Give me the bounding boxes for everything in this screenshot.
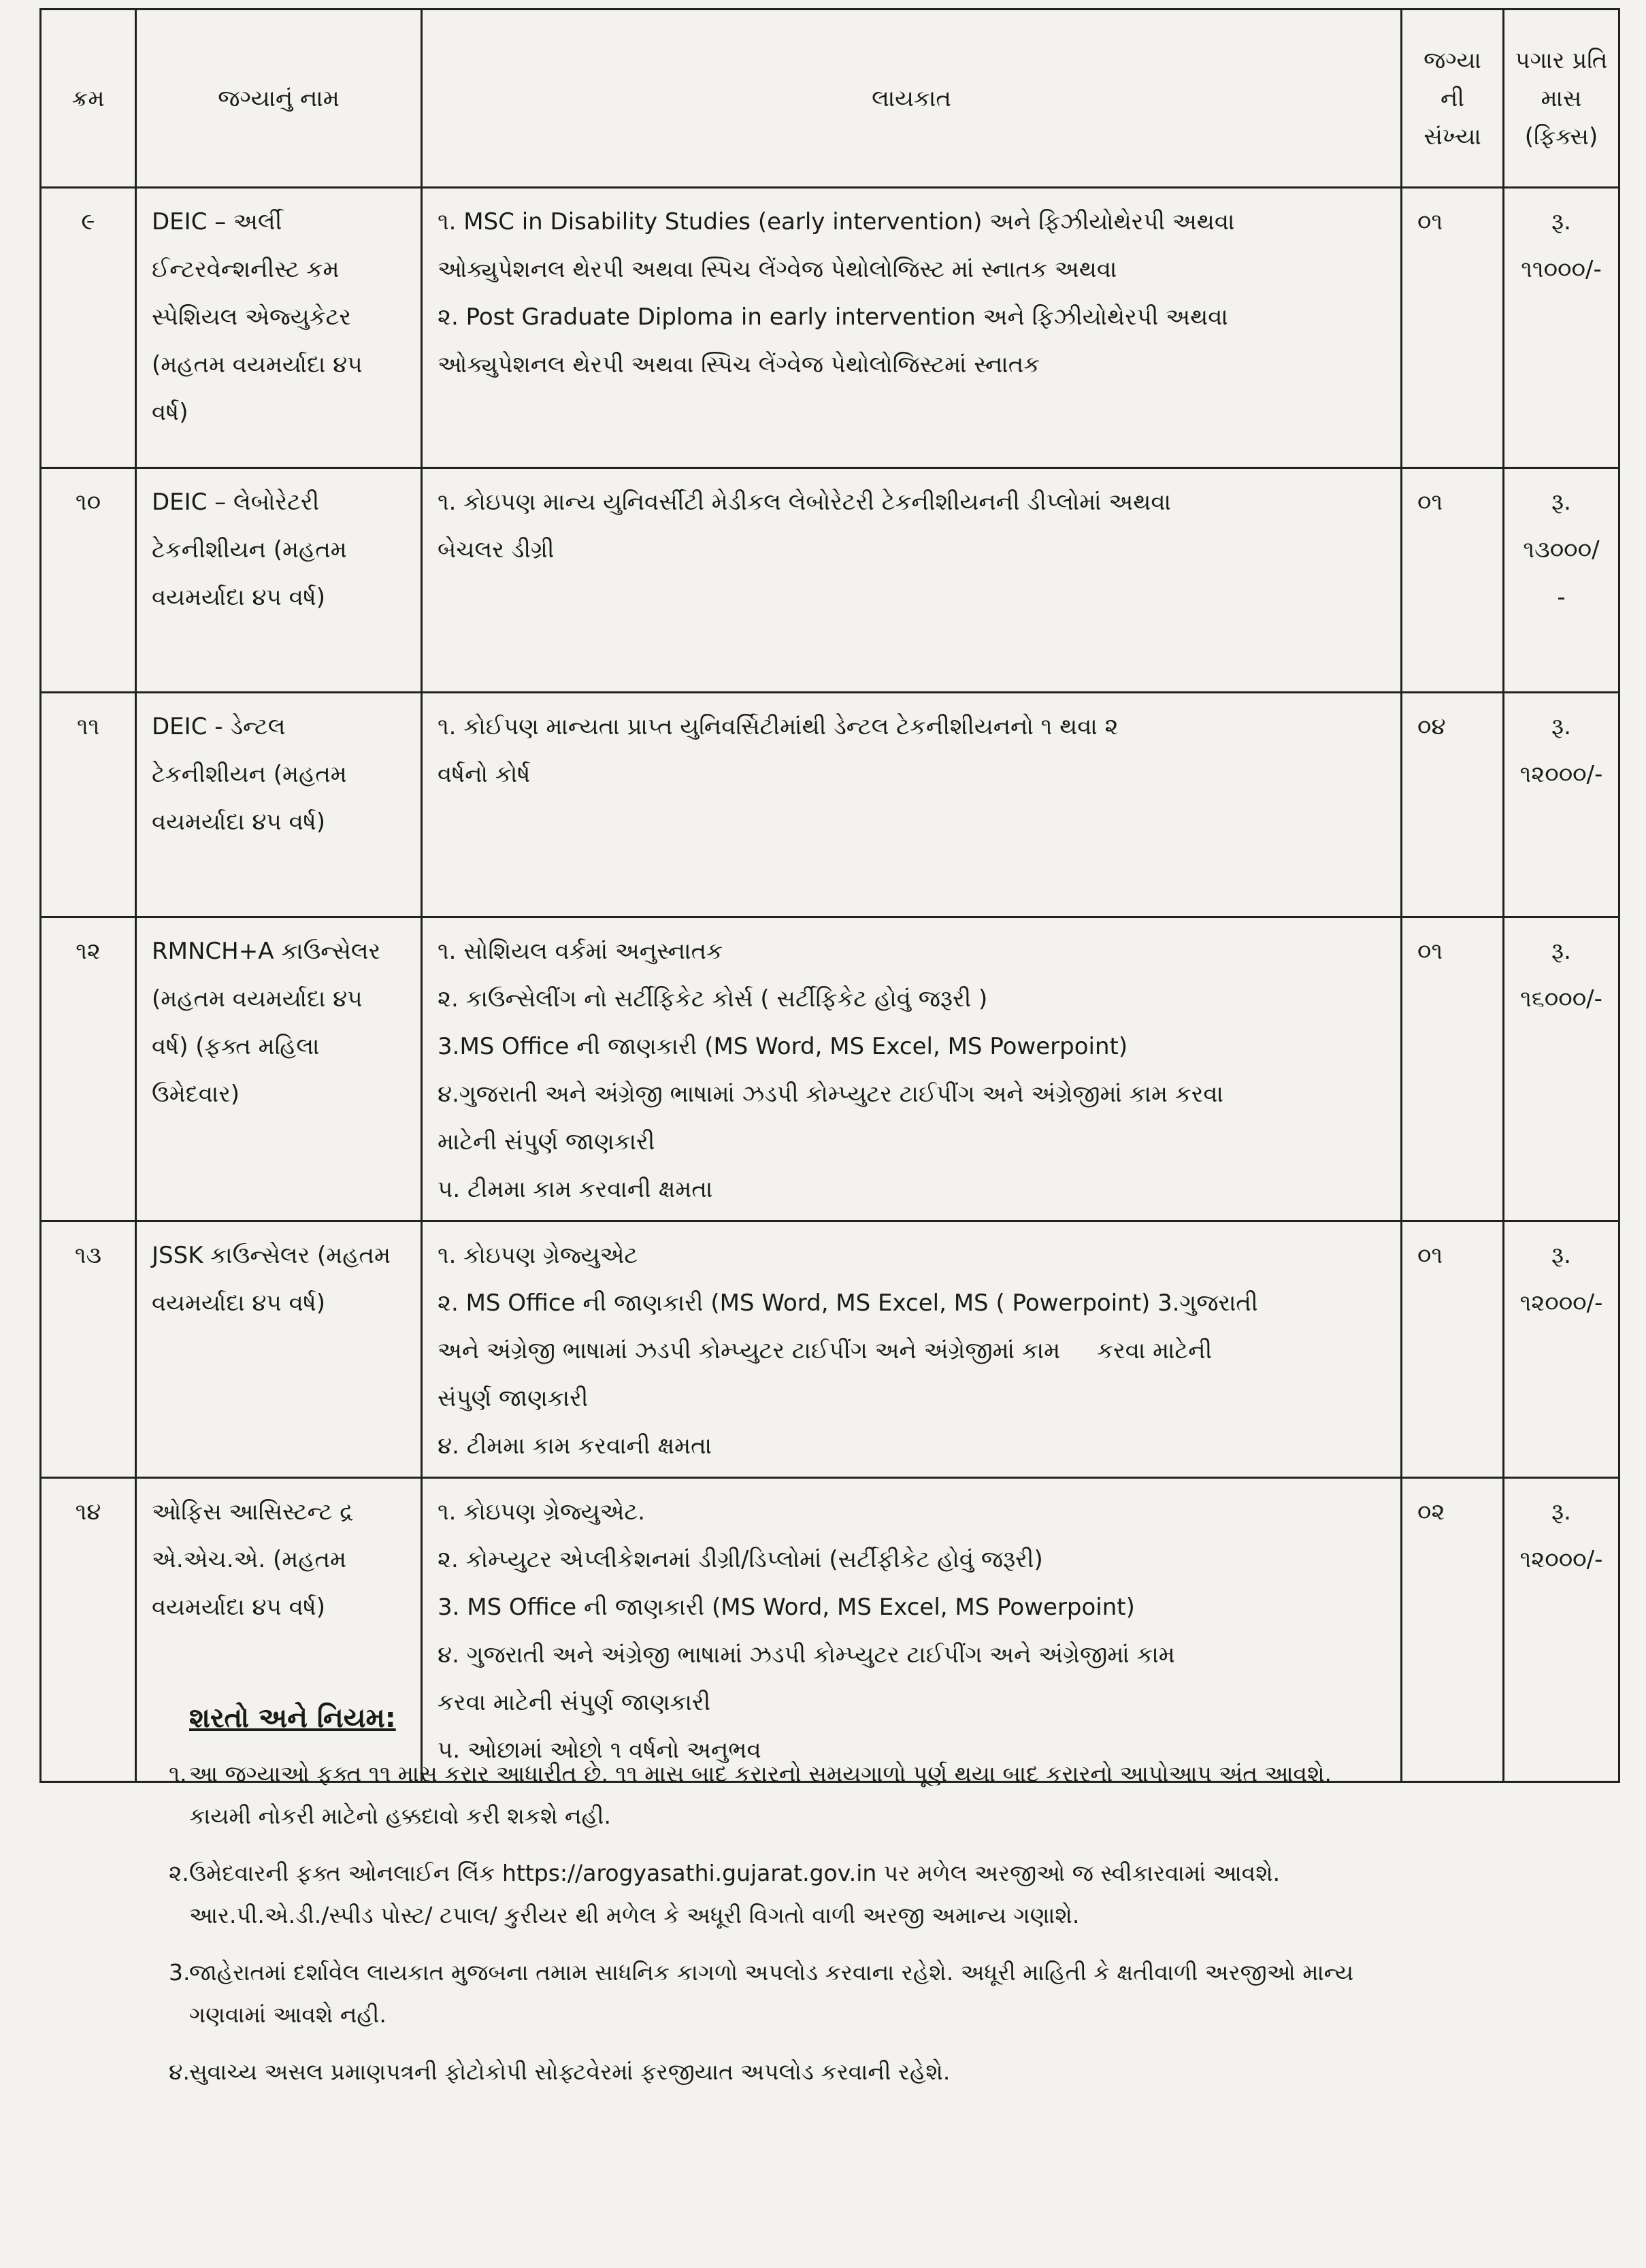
row-sr: ૧૦ <box>41 468 136 693</box>
qualification-line: માટેની સંપુર્ણ જાણકારી <box>438 1128 655 1155</box>
qualification-line: ૪.ગુજરાતી અને અંગ્રેજી ભાષામાં ઝડપી કોમ્પ્યુટર ટાઈપીંગ અને અંગ્રેજીમાં કામ કરવા <box>438 1081 1223 1108</box>
pay-amount: ૧૧૦૦૦/- <box>1521 256 1602 283</box>
qualification-line: ૪. ટીમમા કામ કરવાની ક્ષમતા <box>438 1432 712 1460</box>
terms-item <box>67 1852 1604 1937</box>
header-post-name: જગ્યાનું નામ <box>136 10 422 188</box>
pay-amount: ૧૩૦૦૦/- <box>1523 536 1600 611</box>
terms-item-line: સુવાચ્ય અસલ પ્રમાણપત્રની ફોટોકોપી સોફ્ટવેરમાં ફરજીયાત અપલોડ કરવાની રહેશે. <box>189 2058 951 2085</box>
qualification-line: કરવા માટેની સંપુર્ણ જાણકારી <box>438 1689 711 1716</box>
row-qualification <box>422 693 1402 917</box>
pay-amount: ૧૨૦૦૦/- <box>1519 761 1603 788</box>
qualification-line: 3.MS Office ની જાણકારી (MS Word, MS Excel, MS Powerpoint) <box>438 1033 1128 1060</box>
qualification-line: ૧. કોઇપણ ગ્રેજ્યુએટ. <box>438 1498 646 1526</box>
header-count-line: સંખ્યા <box>1423 122 1481 150</box>
pay-amount: ૧૨૦૦૦/- <box>1519 1289 1603 1317</box>
qualification-line: ઓક્યુપેશનલ થેરપી અથવા સ્પિચ લેંગ્વેજ પેથોલોજિસ્ટમાં સ્નાતક <box>438 351 1040 378</box>
row-post-name: DEIC – લેબોરેટરી ટેકનીશીયન (મહતમ વયમર્યાદા ૪૫ વર્ષ) <box>136 468 422 693</box>
row-pay <box>1504 468 1619 693</box>
row-qualification <box>422 188 1402 468</box>
row-vacancy-count: ૦૧ <box>1402 468 1504 693</box>
header-pay-line: માસ (ફિક્સ) <box>1524 84 1598 150</box>
row-post-name: RMNCH+A કાઉન્સેલર (મહતમ વયમર્યાદા ૪૫ વર્ષ) (ફક્ત મહિલા ઉમેદવાર) <box>136 917 422 1221</box>
row-qualification <box>422 917 1402 1221</box>
table-row <box>41 188 1619 468</box>
terms-item-number: 3. <box>169 1959 191 1986</box>
qualification-line: ૨. Post Graduate Diploma in early intervention અને ફિઝીયોથેરપી અથવા <box>438 303 1228 331</box>
row-post-name: JSSK કાઉન્સેલર (મહતમ વયમર્યાદા ૪૫ વર્ષ) <box>136 1221 422 1478</box>
qualification-line: 3. MS Office ની જાણકારી (MS Word, MS Excel, MS Powerpoint) <box>438 1594 1135 1621</box>
terms-title: શરતો અને નિયમ: <box>189 1703 396 1734</box>
qualification-line: ઓક્યુપેશનલ થેરપી અથવા સ્પિચ લેંગ્વેજ પેથોલોજિસ્ટ માં સ્નાતક અથવા <box>438 256 1117 283</box>
row-sr: ૯ <box>41 188 136 468</box>
qualification-line: બેચલર ડીગ્રી <box>438 536 555 563</box>
qualification-line: ૧. કોઇપણ માન્ય યુનિવર્સીટી મેડીકલ લેબોરેટરી ટેકનીશીયનની ડીપ્લોમાં અથવા <box>438 489 1171 516</box>
row-pay <box>1504 188 1619 468</box>
terms-item <box>67 1952 1604 2036</box>
terms-item <box>67 2051 1604 2093</box>
table-row <box>41 917 1619 1221</box>
row-vacancy-count: ૦૧ <box>1402 917 1504 1221</box>
row-qualification <box>422 468 1402 693</box>
terms-item-number: ૧. <box>169 1760 187 1787</box>
qualification-line: ૧. કોઇપણ ગ્રેજ્યુએટ <box>438 1242 638 1269</box>
terms-item-line: ઉમેદવારની ફક્ત ઓનલાઈન લિંક https://arogyasathi.gujarat.gov.in પર મળેલ અરજીઓ જ સ્વીકારવામાં આવશે. <box>189 1860 1281 1886</box>
terms-item-line: કાયમી નોકરી માટેનો હક્કદાવો કરી શકશે નહી. <box>189 1803 611 1829</box>
terms-item-line: ગણવામાં આવશે નહી. <box>189 2001 386 2028</box>
terms-item <box>67 1753 1604 1837</box>
pay-amount: ૧૨૦૦૦/- <box>1519 1546 1603 1573</box>
qualification-line: ૨. કોમ્પ્યુટર એપ્લીકેશનમાં ડીગ્રી/ડિપ્લોમાં (સર્ટીફીકેટ હોવું જરૂરી) <box>438 1546 1043 1573</box>
row-vacancy-count: ૦૧ <box>1402 188 1504 468</box>
header-pay-line: પગાર પ્રતિ <box>1515 46 1608 74</box>
table-row <box>41 693 1619 917</box>
terms-item-line: આ જગ્યાઓ ફક્ત ૧૧ માસ કરાર આધારીત છે. ૧૧ માસ બાદ કરારનો સમયગાળો પૂર્ણ થયા બાદ કરારનો આપોઆપ અંત આવશે. <box>189 1760 1332 1787</box>
row-vacancy-count: ૦૪ <box>1402 693 1504 917</box>
header-count-line: ની <box>1440 84 1465 112</box>
row-qualification <box>422 1221 1402 1478</box>
row-post-name: DEIC – અર્લી ઈન્ટરવેન્શનીસ્ટ કમ સ્પેશિયલ એજ્યુકેટર (મહતમ વયમર્યાદા ૪૫ વર્ષ) <box>136 188 422 468</box>
qualification-line: સંપુર્ણ જાણકારી <box>438 1385 589 1412</box>
qualification-line: ૧. સોશિયલ વર્કમાં અનુસ્નાતક <box>438 938 723 965</box>
row-post-name: DEIC - ડેન્ટલ ટેકનીશીયન (મહતમ વયમર્યાદા ૪૫ વર્ષ) <box>136 693 422 917</box>
row-pay <box>1504 917 1619 1221</box>
row-vacancy-count: ૦૨ <box>1402 1478 1504 1782</box>
terms-item-number: ૨. <box>169 1860 189 1886</box>
terms-section <box>67 1703 1604 2108</box>
qualification-line: અને અંગ્રેજી ભાષામાં ઝડપી કોમ્પ્યુટર ટાઈપીંગ અને અંગ્રેજીમાં કામ કરવા માટેની <box>438 1337 1213 1364</box>
header-vacancy-count <box>1402 10 1504 188</box>
table-header-row <box>41 10 1619 188</box>
pay-prefix: રૂ. <box>1551 1498 1571 1526</box>
qualification-line: ૫. ઓછામાં ઓછો ૧ વર્ષનો અનુભવ <box>438 1737 761 1764</box>
row-sr: ૧૩ <box>41 1221 136 1478</box>
header-qualification: લાયકાત <box>422 10 1402 188</box>
row-vacancy-count: ૦૧ <box>1402 1221 1504 1478</box>
row-sr: ૧૨ <box>41 917 136 1221</box>
terms-item-line: જાહેરાતમાં દર્શાવેલ લાયકાત મુજબના તમામ સાધનિક કાગળો અપલોડ કરવાના રહેશે. અધૂરી માહિતી કે ક્ષતીવાળી અરજીઓ માન્ય <box>189 1959 1354 1986</box>
header-monthly-pay <box>1504 10 1619 188</box>
recruitment-table <box>39 8 1620 1783</box>
qualification-line: ૧. MSC in Disability Studies (early intervention) અને ફિઝીયોથેરપી અથવા <box>438 208 1235 235</box>
pay-prefix: રૂ. <box>1551 1242 1571 1269</box>
row-sr: ૧૪ <box>41 1478 136 1782</box>
terms-list <box>67 1753 1604 2093</box>
row-pay <box>1504 693 1619 917</box>
pay-prefix: રૂ. <box>1551 489 1571 516</box>
row-post-name: ઓફિસ આસિસ્ટન્ટ દ્ર એ.એચ.એ. (મહતમ વયમર્યાદા ૪૫ વર્ષ) <box>136 1478 422 1782</box>
terms-item-line: આર.પી.એ.ડી./સ્પીડ પોસ્ટ/ ટપાલ/ કુરીયર થી મળેલ કે અધૂરી વિગતો વાળી અરજી અમાન્ય ગણાશે. <box>189 1902 1080 1928</box>
qualification-line: ૪. ગુજરાતી અને અંગ્રેજી ભાષામાં ઝડપી કોમ્પ્યુટર ટાઈપીંગ અને અંગ્રેજીમાં કામ <box>438 1641 1175 1669</box>
qualification-line: ૧. કોઈપણ માન્યતા પ્રાપ્ત યુનિવર્સિટીમાંથી ડેન્ટલ ટેકનીશીયનનો ૧ થવા ૨ <box>438 713 1119 740</box>
qualification-line: ૫. ટીમમા કામ કરવાની ક્ષમતા <box>438 1176 713 1203</box>
qualification-line: ૨. MS Office ની જાણકારી (MS Word, MS Excel, MS ( Powerpoint) 3.ગુજરાતી <box>438 1289 1258 1317</box>
table-row <box>41 1221 1619 1478</box>
qualification-line: ૨. કાઉન્સેલીંગ નો સર્ટીફિકેટ કોર્સ ( સર્ટીફિકેટ હોવું જરૂરી ) <box>438 985 988 1013</box>
row-sr: ૧૧ <box>41 693 136 917</box>
qualification-line: વર્ષનો કોર્ષ <box>438 761 531 788</box>
pay-prefix: રૂ. <box>1551 208 1571 235</box>
header-count-line: જગ્યા <box>1423 46 1481 74</box>
terms-item-number: ૪. <box>169 2058 190 2085</box>
table-row <box>41 468 1619 693</box>
pay-prefix: રૂ. <box>1551 938 1571 965</box>
pay-amount: ૧૬૦૦૦/- <box>1520 985 1602 1013</box>
pay-prefix: રૂ. <box>1551 713 1571 740</box>
document-page <box>39 8 1632 2254</box>
row-pay <box>1504 1221 1619 1478</box>
header-sr: ક્રમ <box>41 10 136 188</box>
